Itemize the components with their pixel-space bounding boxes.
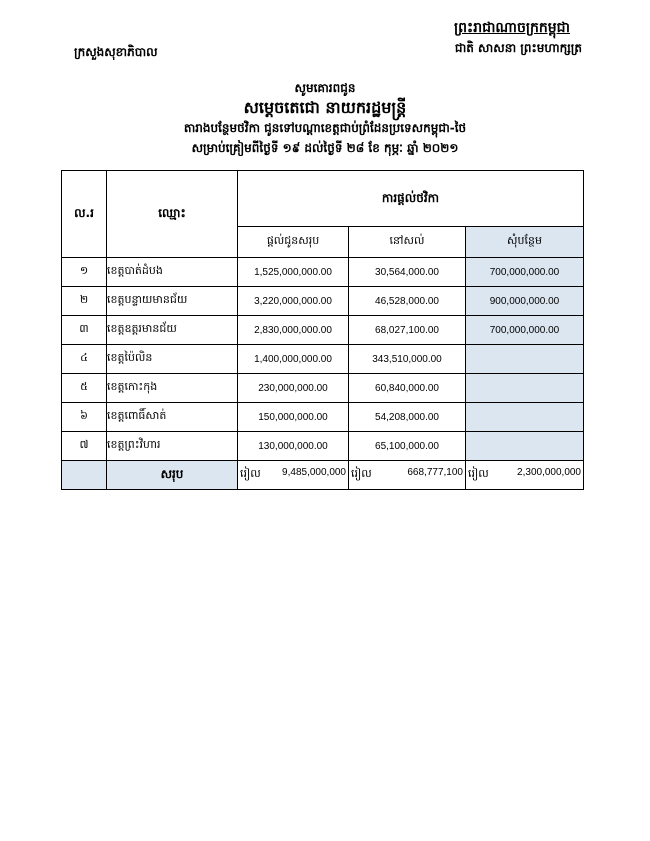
ministry-name: ក្រសួងសុខាភិបាល xyxy=(74,45,158,59)
total-remaining: 668,777,100 xyxy=(407,467,463,478)
row-no: ៤ xyxy=(62,345,107,374)
period-title: សម្រាប់គ្រៀមពីថ្ងៃទី ១៩ ដល់ថ្ងៃទី ២៨ ខែ កុម្ភៈ ឆ្នាំ ២០២១ xyxy=(191,141,459,155)
row-request xyxy=(466,374,584,403)
row-name: ខេត្តប៉ៃលិន xyxy=(107,345,238,374)
row-no: ២ xyxy=(62,287,107,316)
row-no: ៦ xyxy=(62,403,107,432)
row-name: ខេត្តបាត់ដំបង xyxy=(107,258,238,287)
row-remaining: 343,510,000.00 xyxy=(349,345,466,374)
total-provided-cell xyxy=(238,461,349,490)
kingdom-heading: ព្រះរាជាណាចក្រកម្ពុជា xyxy=(453,20,570,36)
row-provided: 3,220,000,000.00 xyxy=(238,287,349,316)
national-motto: ជាតិ សាសនា ព្រះមហាក្សត្រ xyxy=(454,41,582,55)
row-provided: 230,000,000.00 xyxy=(238,374,349,403)
row-no: ៣ xyxy=(62,316,107,345)
row-request xyxy=(466,403,584,432)
row-provided: 1,525,000,000.00 xyxy=(238,258,349,287)
document-titles xyxy=(0,78,650,158)
total-row xyxy=(62,461,584,490)
row-request: 900,000,000.00 xyxy=(466,287,584,316)
table-title: តារាងបន្ថែមថវិកា ជូនទៅបណ្តាខេត្តជាប់ព្រំដែនប្រទេសកម្ពុជា-ថៃ xyxy=(183,121,467,135)
row-request: 700,000,000.00 xyxy=(466,258,584,287)
row-name: ខេត្តពោធិ៍សាត់ xyxy=(107,403,238,432)
currency-label: រៀល xyxy=(468,467,489,480)
row-remaining: 54,208,000.00 xyxy=(349,403,466,432)
row-remaining: 65,100,000.00 xyxy=(349,432,466,461)
table-row xyxy=(62,432,584,461)
table-row xyxy=(62,345,584,374)
currency-label: រៀល xyxy=(240,467,261,480)
row-request xyxy=(466,345,584,374)
table-row xyxy=(62,403,584,432)
row-remaining: 68,027,100.00 xyxy=(349,316,466,345)
row-no: ៧ xyxy=(62,432,107,461)
row-name: ខេត្តព្រះវិហារ xyxy=(107,432,238,461)
row-request xyxy=(466,432,584,461)
row-provided: 2,830,000,000.00 xyxy=(238,316,349,345)
row-provided: 1,400,000,000.00 xyxy=(238,345,349,374)
row-name: ខេត្តកោះកុង xyxy=(107,374,238,403)
header-remaining: នៅសល់ xyxy=(349,227,466,258)
row-no: ៥ xyxy=(62,374,107,403)
row-provided: 130,000,000.00 xyxy=(238,432,349,461)
recipient-title: សម្តេចតេជោ នាយករដ្ឋមន្ត្រី xyxy=(243,98,407,117)
total-provided: 9,485,000,000 xyxy=(282,467,346,478)
row-request: 700,000,000.00 xyxy=(466,316,584,345)
row-remaining: 30,564,000.00 xyxy=(349,258,466,287)
total-remaining-cell xyxy=(349,461,466,490)
currency-label: រៀល xyxy=(351,467,372,480)
row-no: ១ xyxy=(62,258,107,287)
table-row xyxy=(62,316,584,345)
row-remaining: 46,528,000.00 xyxy=(349,287,466,316)
header-provided: ផ្តល់ជូនសរុប xyxy=(238,227,349,258)
row-provided: 150,000,000.00 xyxy=(238,403,349,432)
header-budget-group: ការផ្តល់ថវិកា xyxy=(238,171,584,227)
row-remaining: 60,840,000.00 xyxy=(349,374,466,403)
header-name: ឈ្មោះ xyxy=(107,171,238,258)
table-row xyxy=(62,287,584,316)
total-blank-cell xyxy=(62,461,107,490)
salutation: សូមគោរពជូន xyxy=(294,81,356,95)
header-request: សុំបន្ថែម xyxy=(466,227,584,258)
header-no: ល.រ xyxy=(62,171,107,258)
total-label: សរុប xyxy=(107,461,238,490)
table-row xyxy=(62,258,584,287)
row-name: ខេត្តឧត្តរមានជ័យ xyxy=(107,316,238,345)
budget-table xyxy=(61,170,584,490)
total-request: 2,300,000,000 xyxy=(517,467,581,478)
table-row xyxy=(62,374,584,403)
total-request-cell xyxy=(466,461,584,490)
row-name: ខេត្តបន្ទាយមានជ័យ xyxy=(107,287,238,316)
